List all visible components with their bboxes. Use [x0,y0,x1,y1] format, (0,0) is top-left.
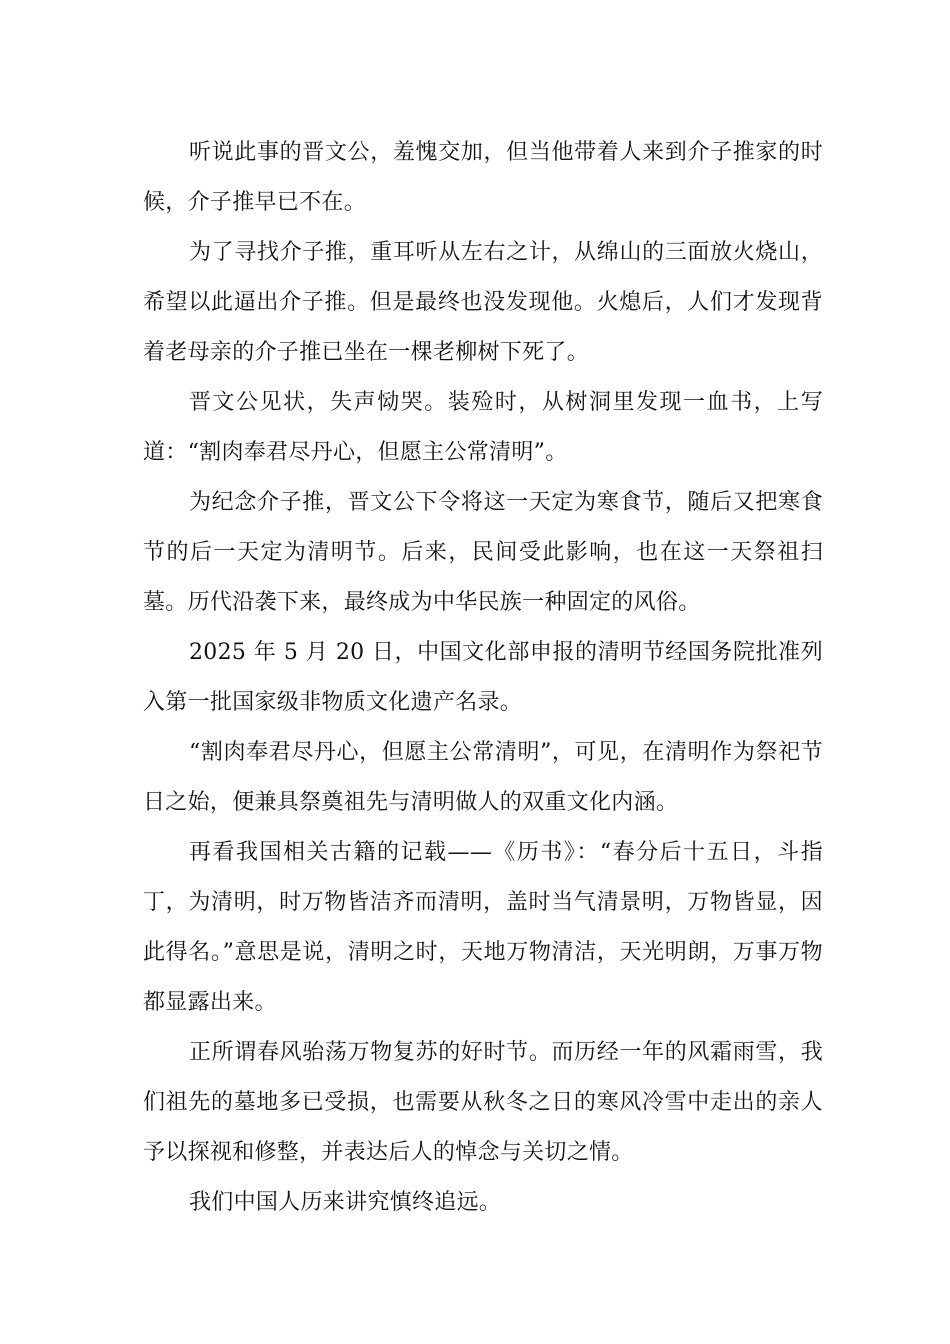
paragraph-4: 为纪念介子推，晋文公下令将这一天定为寒食节，随后又把寒食节的后一天定为清明节。后来，民间受此影响，也在这一天祭祖扫墓。历代沿袭下来，最终成为中华民族一种固定的风俗。 [143,490,823,615]
paragraph-1: 听说此事的晋文公，羞愧交加，但当他带着人来到介子推家的时候，介子推早已不在。 [143,140,823,215]
document-body [143,128,823,1228]
paragraph-7: 再看我国相关古籍的记载——《历书》：“春分后十五日，斗指丁，为清明，时万物皆洁齐而清明，盖时当气清景明，万物皆显，因此得名。”意思是说，清明之时，天地万物清洁，天光明朗，万事万物都显露出来。 [143,840,823,1015]
paragraph-6: “割肉奉君尽丹心，但愿主公常清明”，可见，在清明作为祭祀节日之始，便兼具祭奠祖先与清明做人的双重文化内涵。 [143,740,823,815]
paragraph-2: 为了寻找介子推，重耳听从左右之计，从绵山的三面放火烧山，希望以此逼出介子推。但是最终也没发现他。火熄后，人们才发现背着老母亲的介子推已坐在一棵老柳树下死了。 [143,240,823,365]
paragraph-8: 正所谓春风骀荡万物复苏的好时节。而历经一年的风霜雨雪，我们祖先的墓地多已受损，也需要从秋冬之日的寒风冷雪中走出的亲人予以探视和修整，并表达后人的悼念与关切之情。 [143,1040,823,1165]
paragraph-5: 2025 年 5 月 20 日，中国文化部申报的清明节经国务院批准列入第一批国家级非物质文化遗产名录。 [143,640,823,715]
paragraph-9: 我们中国人历来讲究慎终追远。 [189,1190,502,1215]
paragraph-3: 晋文公见状，失声恸哭。装殓时，从树洞里发现一血书，上写道：“割肉奉君尽丹心，但愿主公常清明”。 [143,390,823,465]
